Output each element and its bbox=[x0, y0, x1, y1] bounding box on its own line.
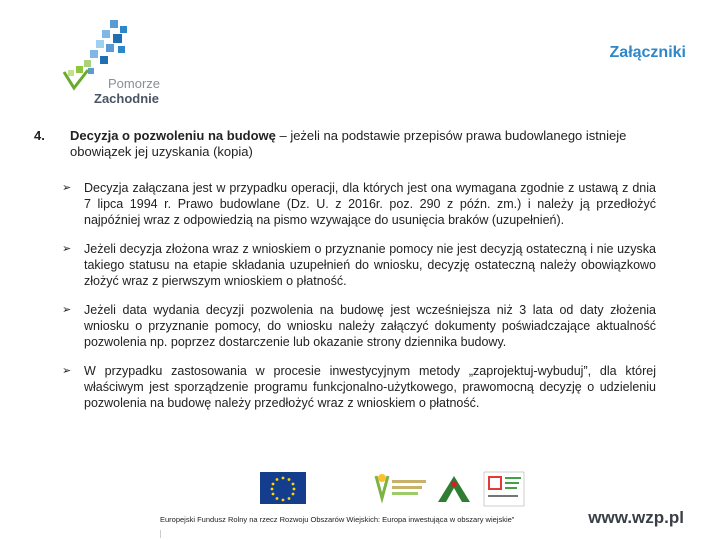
section-heading-text bbox=[70, 128, 674, 160]
funding-logos-icon bbox=[258, 468, 528, 510]
arrow-bullet-icon: ➢ bbox=[62, 182, 72, 194]
rural-network-logo-icon bbox=[376, 474, 426, 498]
program-logo-icon bbox=[484, 472, 524, 506]
arrow-bullet-icon: ➢ bbox=[62, 304, 72, 316]
list-item bbox=[62, 180, 656, 228]
list-item bbox=[62, 363, 656, 411]
section-number: 4. bbox=[34, 128, 45, 143]
footer-logos bbox=[258, 468, 528, 508]
list-item-text: Decyzja załączana jest w przypadku operacji, dla których jest ona wymagana zgodnie z ustawą z dnia 7 lipca 1994 r. Prawo budowlane (Dz. U. z 2016r. poz. 290 z późn. zm.) i należy ją przedłożyć najpóźniej wraz z odpowiedzią na pismo wzywające do usunięcia braków (uzupełnień). bbox=[84, 181, 656, 227]
list-item bbox=[62, 241, 656, 289]
logo-line-1: Pomorze bbox=[108, 76, 161, 91]
footer-divider bbox=[160, 530, 161, 538]
logo-line-2: Zachodnie bbox=[94, 91, 160, 106]
footer-caption: Europejski Fundusz Rolny na rzecz Rozwoju Obszarów Wiejskich: Europa inwestująca w obszary wiejskie” bbox=[160, 515, 515, 524]
section-heading bbox=[34, 128, 674, 160]
section-heading-bold: Decyzja o pozwoleniu na budowę bbox=[70, 128, 276, 143]
bullet-list bbox=[62, 180, 656, 424]
section-heading-rest: – jeżeli na podstawie przepisów prawa budowlanego istnieje obowiązek jej uzyskania (kopia) bbox=[70, 128, 627, 159]
list-item-text: Jeżeli data wydania decyzji pozwolenia na budowę jest wcześniejsza niż 3 lata od daty złożenia wniosku o przyznanie pomocy, do wniosku należy załączyć dokumenty poświadczające aktualność pozwolenia np. poprzez dostarczenie lub okazanie strony dziennika budowy. bbox=[84, 303, 656, 349]
list-item bbox=[62, 302, 656, 350]
footer-url[interactable]: www.wzp.pl bbox=[588, 508, 684, 527]
page-title: Załączniki bbox=[609, 44, 686, 61]
list-item-text: W przypadku zastosowania w procesie inwestycyjnym metody „zaprojektuj-wybuduj”, dla której właściwym jest sporządzenie programu funkcjonalno-użytkowego, prawomocną decyzję o udzieleniu pozwolenia na budowę należy przedłożyć wraz z wnioskiem o płatność. bbox=[84, 364, 656, 410]
arrow-bullet-icon: ➢ bbox=[62, 365, 72, 377]
list-item-text: Jeżeli decyzja złożona wraz z wnioskiem o przyznanie pomocy nie jest decyzją ostateczną i nie uzyska takiego statusu na etapie składania uzupełnień do wniosku, decyzję ostateczną należy obowiązkowo złożyć wraz z pierwszym wnioskiem o płatność. bbox=[84, 242, 656, 288]
prow-logo-icon bbox=[438, 476, 470, 502]
arrow-bullet-icon: ➢ bbox=[62, 243, 72, 255]
